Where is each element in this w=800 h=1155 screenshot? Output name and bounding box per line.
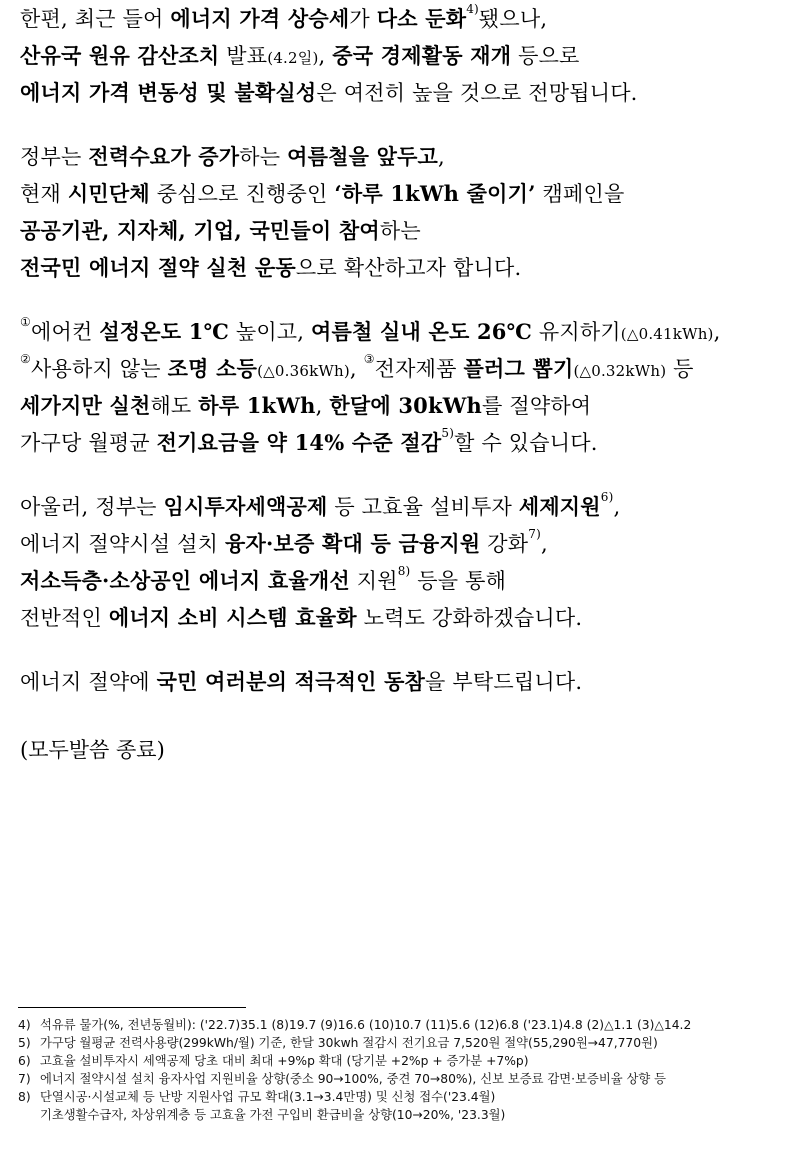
- emphasis-text: 전국민 에너지 절약 실천 운동: [20, 255, 296, 280]
- emphasis-text: 하루 1kWh: [198, 393, 316, 418]
- emphasis-text: 세제지원: [518, 494, 601, 519]
- paragraph-line: 정부는 전력수요가 증가하는 여름철을 앞두고,: [20, 144, 445, 169]
- inline-note: (△0.36kWh): [257, 362, 350, 380]
- paragraph-line: 현재 시민단체 중심으로 진행중인 ‘하루 1kWh 줄이기’ 캠페인을: [20, 181, 625, 206]
- footnote-marker: 8): [397, 564, 411, 578]
- emphasis-text: 세가지만 실천: [20, 393, 151, 418]
- paragraph-line: 산유국 원유 감산조치 발표(4.2일), 중국 경제활동 재개 등으로: [20, 43, 580, 68]
- footnote-number: 7): [18, 1072, 31, 1086]
- paragraph-line: 에너지 절약에 국민 여러분의 적극적인 동참을 부탁드립니다.: [20, 669, 583, 694]
- footnote-text: 에너지 절약시설 설치 융자사업 지원비율 상향(중소 90→100%, 중견 70→80%), 신보 보증료 감면·보증비율 상향 등: [40, 1072, 667, 1086]
- emphasis-text: 에너지 가격 변동성 및 불확실성: [20, 80, 317, 105]
- emphasis-text: 임시투자세액공제: [163, 494, 328, 519]
- emphasis-text: 에너지 소비 시스템 효율화: [108, 605, 357, 630]
- emphasis-text: ‘하루 1kWh 줄이기’: [334, 181, 536, 206]
- emphasis-text: 여름철을 앞두고: [287, 144, 439, 169]
- paragraph-3: [20, 313, 790, 461]
- paragraph-line: 아울러, 정부는 임시투자세액공제 등 고효율 설비투자 세제지원$^{6)}$,: [20, 490, 621, 519]
- paragraph-line: ①에어컨 설정온도 1℃ 높이고, 여름철 실내 온도 26℃ 유지하기(△0.41kWh),: [20, 315, 721, 344]
- footnote-item: [18, 1070, 796, 1088]
- footnote-marker: ②: [20, 352, 31, 366]
- footnote-item: [18, 1016, 796, 1034]
- paragraph-line: 전반적인 에너지 소비 시스템 효율화 노력도 강화하겠습니다.: [20, 605, 583, 630]
- paragraph-line: 가구당 월평균 전기요금을 약 14% 수준 절감$^{5)}$할 수 있습니다.: [20, 426, 598, 455]
- paragraph-1: [20, 0, 790, 111]
- speech-body: [20, 0, 790, 700]
- footnote-marker: 4): [466, 2, 479, 16]
- paragraph-line: 전국민 에너지 절약 실천 운동으로 확산하고자 합니다.: [20, 255, 522, 280]
- emphasis-text: 설정온도 1℃: [99, 319, 229, 344]
- paragraph-line: 공공기관, 지자체, 기업, 국민들이 참여하는: [20, 218, 421, 243]
- emphasis-text: 조명 소등: [167, 356, 258, 381]
- paragraph-line: 저소득층·소상공인 에너지 효율개선 지원$^{8)}$ 등을 통해: [20, 564, 507, 593]
- footnote-text: 가구당 월평균 전력사용량(299kWh/월) 기준, 한달 30kwh 절감시 전기요금 7,520원 절약(55,290원→47,770원): [40, 1036, 658, 1050]
- footnote-marker: 7): [528, 527, 541, 541]
- footnote-item: [18, 1106, 796, 1124]
- footnote-marker: ①: [20, 315, 31, 329]
- emphasis-text: 에너지 가격 상승세: [170, 6, 350, 31]
- emphasis-text: 시민단체: [67, 181, 150, 206]
- paragraph-line: 에너지 가격 변동성 및 불확실성은 여전히 높을 것으로 전망됩니다.: [20, 80, 638, 105]
- paragraph-line: 한편, 최근 들어 에너지 가격 상승세가 다소 둔화$^{4)}$됐으나,: [20, 2, 548, 31]
- footnote-number: 6): [18, 1054, 31, 1068]
- footnote-number: 5): [18, 1036, 31, 1050]
- emphasis-text: 융자·보증 확대 등 금융지원: [225, 531, 481, 556]
- inline-note: (△0.32kWh): [573, 362, 667, 380]
- footnote-number: 8): [18, 1090, 31, 1104]
- emphasis-text: 전력수요가 증가: [88, 144, 240, 169]
- paragraph-line: ②사용하지 않는 조명 소등(△0.36kWh), ③전자제품 플러그 뽑기(△0.32kWh) 등: [20, 352, 694, 381]
- emphasis-text: 전기요금을 약 14% 수준 절감: [156, 430, 442, 455]
- emphasis-text: 공공기관, 지자체, 기업, 국민들이 참여: [20, 218, 380, 243]
- footnote-item: [18, 1088, 796, 1106]
- footnote-item: [18, 1052, 796, 1070]
- footnote-number: 4): [18, 1018, 31, 1032]
- emphasis-text: 다소 둔화: [376, 6, 467, 31]
- paragraph-line: 에너지 절약시설 설치 융자·보증 확대 등 금융지원 강화$^{7)}$,: [20, 527, 548, 556]
- footnote-marker: 5): [441, 426, 455, 440]
- closing-remark: (모두발씀 종료): [20, 738, 165, 762]
- footnote-text: 기초생활수급자, 차상위계층 등 고효율 가전 구입비 환급비율 상향(10→20%, '23.3월): [40, 1108, 506, 1122]
- inline-note: (4.2일): [267, 49, 319, 67]
- footnote-text: 단열시공·시설교체 등 난방 지원사업 규모 확대(3.1→3.4만명) 및 신청 접수('23.4월): [40, 1090, 496, 1104]
- emphasis-text: 여름철 실내 온도 26℃: [311, 319, 532, 344]
- emphasis-text: 산유국 원유 감산조치: [20, 43, 220, 68]
- emphasis-text: 국민 여러분의 적극적인 동참: [156, 669, 426, 694]
- emphasis-text: 한달에 30kWh: [329, 393, 482, 418]
- emphasis-text: 플러그 뽑기: [463, 356, 574, 381]
- footnote-item: [18, 1034, 796, 1052]
- footnote-text: 석유류 물가(%, 전년동월비): ('22.7)35.1 (8)19.7 (9)16.6 (10)10.7 (11)5.6 (12)6.8 ('23.1)4.8 (2)△1.1 (3)△14.2: [40, 1018, 692, 1032]
- emphasis-text: 저소득층·소상공인 에너지 효율개선: [20, 568, 350, 593]
- footnote-marker: ③: [363, 352, 375, 366]
- footnote-marker: 6): [600, 490, 614, 504]
- paragraph-2: [20, 138, 790, 286]
- paragraph-4: [20, 488, 790, 636]
- paragraph-5: [20, 663, 790, 700]
- inline-note: (△0.41kWh): [620, 325, 714, 343]
- footnotes: [18, 1007, 796, 1124]
- footnote-text: 고효율 설비투자시 세액공제 당초 대비 최대 +9%p 확대 (당기분 +2%p + 증가분 +7%p): [40, 1054, 529, 1068]
- emphasis-text: 중국 경제활동 재개: [332, 43, 512, 68]
- paragraph-line: 세가지만 실천해도 하루 1kWh, 한달에 30kWh를 절약하여: [20, 393, 592, 418]
